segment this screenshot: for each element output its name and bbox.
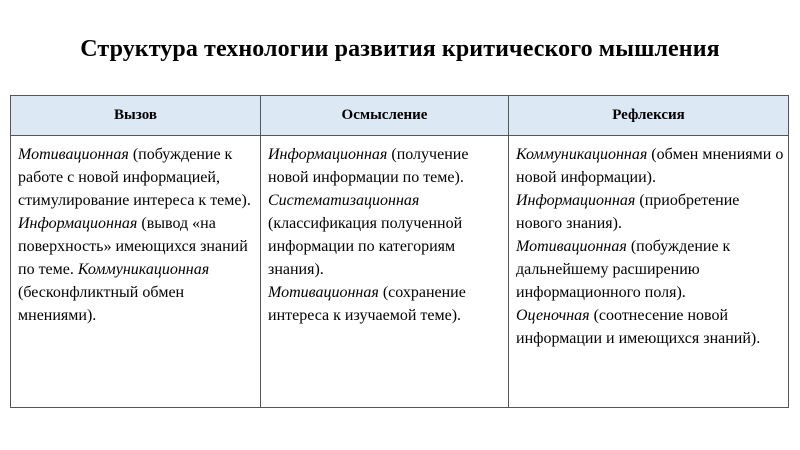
- cell-comprehension: [261, 136, 509, 408]
- function-description: (соотнесение новой информации и имеющихся знаний).: [516, 307, 761, 347]
- page-title: Структура технологии развития критического мышления: [80, 36, 720, 62]
- function-term: Коммуникационная: [77, 261, 210, 278]
- function-term: Информационная: [268, 146, 388, 163]
- function-description: (классификация полученной информации по категориям знания).: [268, 215, 463, 278]
- function-description: (обмен мнениями о новой информации).: [516, 146, 784, 186]
- table-header-row: [11, 96, 789, 136]
- function-description: (получение новой информации по теме).: [268, 146, 469, 186]
- function-term: Коммуникационная: [516, 146, 648, 163]
- function-description: (вывод «на поверхность» имеющихся знаний по теме.: [18, 215, 248, 278]
- table-row: [11, 136, 789, 408]
- function-term: Систематизационная: [268, 192, 420, 209]
- function-term: Мотивационная: [18, 146, 129, 163]
- function-term: Мотивационная: [516, 238, 627, 255]
- column-header-comprehension: Осмысление: [261, 96, 509, 136]
- function-description: (побуждение к работе с новой информацией, стимулирование интереса к теме).: [18, 146, 251, 209]
- function-term: Информационная: [18, 215, 138, 232]
- function-description: (приобретение нового знания).: [516, 192, 740, 232]
- function-description: (сохранение интереса к изучаемой теме).: [268, 284, 466, 324]
- function-term: Информационная: [516, 192, 636, 209]
- column-header-reflection: Рефлексия: [509, 96, 789, 136]
- column-header-challenge: Вызов: [11, 96, 261, 136]
- cell-reflection: [509, 136, 789, 408]
- function-description: (побуждение к дальнейшему расширению информационного поля).: [516, 238, 731, 301]
- function-term: Оценочная: [516, 307, 590, 324]
- technology-structure-table: [10, 95, 789, 408]
- cell-challenge: [11, 136, 261, 408]
- function-description: (бесконфликтный обмен мнениями).: [18, 284, 185, 324]
- function-term: Мотивационная: [268, 284, 379, 301]
